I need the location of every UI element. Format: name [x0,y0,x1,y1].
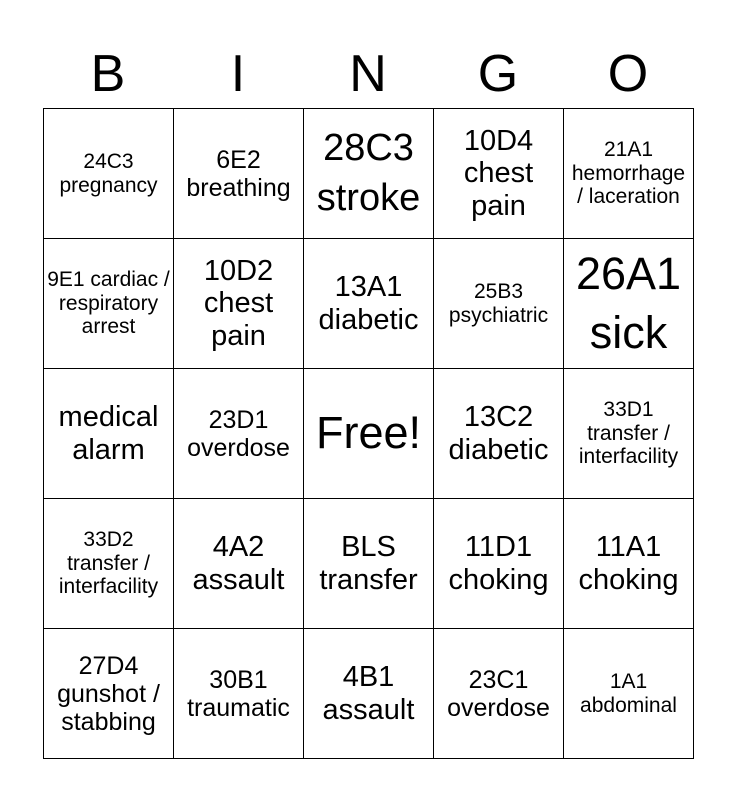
bingo-cell[interactable]: 23D1 overdose [174,369,304,499]
bingo-cell[interactable]: 28C3 stroke [304,109,434,239]
bingo-cell[interactable]: 25B3 psychiatric [434,239,564,369]
bingo-cell[interactable]: 13A1 diabetic [304,239,434,369]
bingo-cell[interactable]: 4B1 assault [304,629,434,759]
header-letter-o: O [607,45,649,103]
bingo-cell[interactable]: 27D4 gunshot / stabbing [44,629,174,759]
bingo-cell[interactable]: 21A1 hemorrhage / laceration [564,109,694,239]
bingo-cell[interactable]: 26A1 sick [564,239,694,369]
bingo-row [44,499,694,629]
bingo-cell[interactable]: 23C1 overdose [434,629,564,759]
header-letter-b: B [90,45,126,103]
bingo-cell[interactable]: 1A1 abdominal [564,629,694,759]
bingo-cell[interactable]: 13C2 diabetic [434,369,564,499]
bingo-cell[interactable]: medical alarm [44,369,174,499]
bingo-cell[interactable]: 9E1 cardiac / respiratory arrest [44,239,174,369]
bingo-row [44,629,694,759]
bingo-row [44,239,694,369]
bingo-cell[interactable]: 33D2 transfer / interfacility [44,499,174,629]
header-letter-i: I [230,45,246,103]
bingo-cell[interactable]: BLS transfer [304,499,434,629]
bingo-cell[interactable]: 4A2 assault [174,499,304,629]
bingo-cell[interactable]: 10D2 chest pain [174,239,304,369]
bingo-row [44,109,694,239]
bingo-cell[interactable]: 6E2 breathing [174,109,304,239]
bingo-card-grid [43,108,694,759]
bingo-cell[interactable]: 11D1 choking [434,499,564,629]
bingo-row [44,369,694,499]
bingo-cell[interactable]: 11A1 choking [564,499,694,629]
bingo-cell[interactable]: 10D4 chest pain [434,109,564,239]
bingo-cell[interactable]: 24C3 pregnancy [44,109,174,239]
bingo-header [43,40,693,108]
bingo-cell[interactable]: 30B1 traumatic [174,629,304,759]
header-letter-g: G [477,45,519,103]
bingo-cell[interactable]: 33D1 transfer / interfacility [564,369,694,499]
header-letter-n: N [349,45,387,103]
bingo-free-space[interactable]: Free! [304,369,434,499]
